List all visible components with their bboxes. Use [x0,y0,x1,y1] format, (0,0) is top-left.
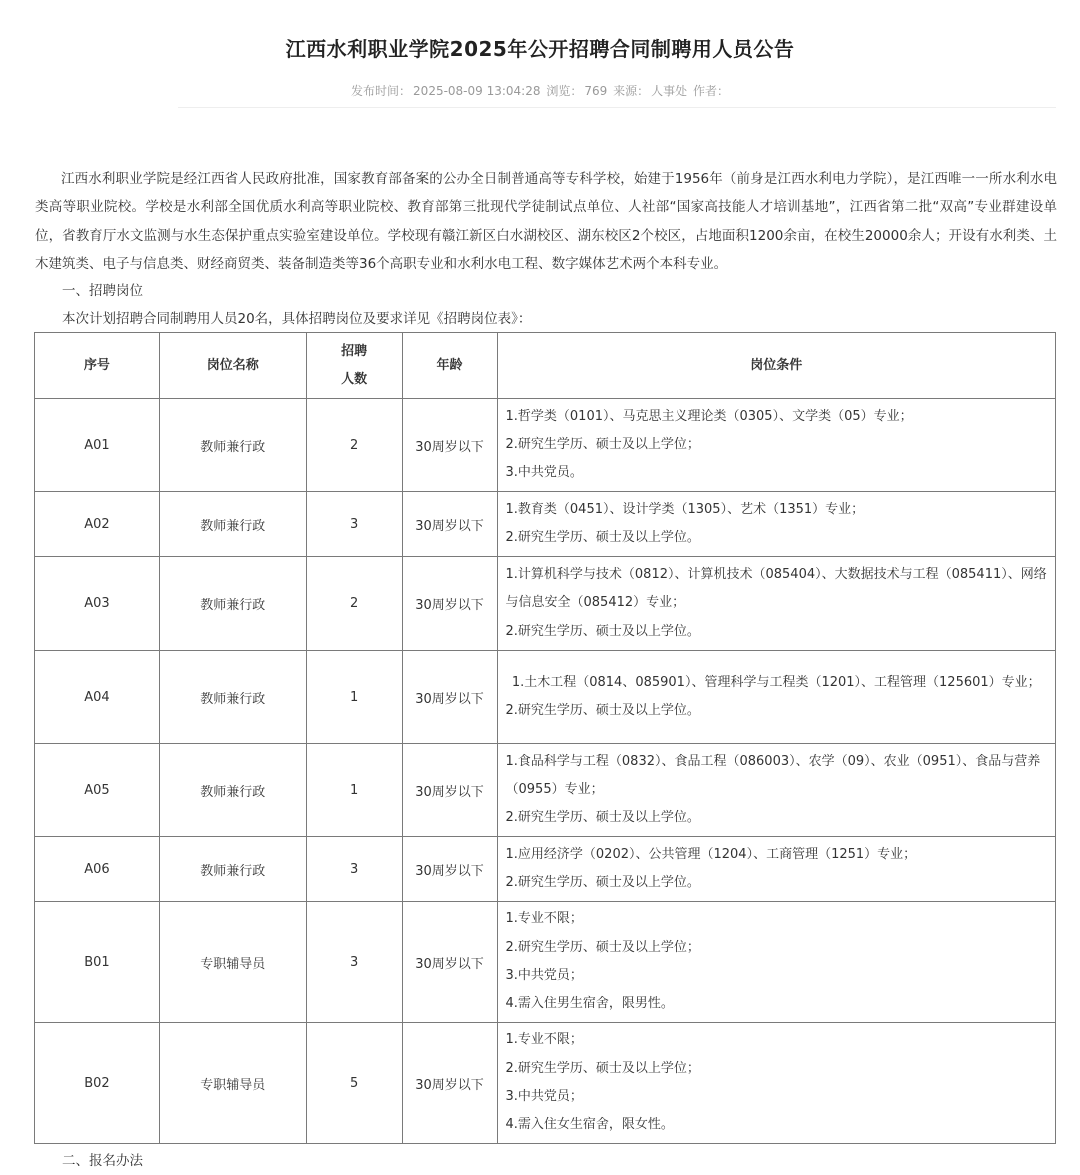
cell-name: 教师兼行政 [159,837,306,902]
requirement-line: 2.研究生学历、硕士及以上学位。 [505,875,700,890]
header-name: 岗位名称 [159,333,306,399]
table-row [35,744,1056,837]
cell-requirements [497,744,1056,837]
positions-table [34,332,1056,1144]
requirement-line: 3.中共党员。 [505,465,583,481]
requirement-line: 2.研究生学历、硕士及以上学位。 [505,530,700,545]
article-meta [0,82,1080,99]
table-row [35,651,1056,744]
requirement-line: 1.专业不限； [505,1032,583,1048]
cell-name: 教师兼行政 [159,651,306,744]
cell-age: 30周岁以下 [402,902,497,1023]
cell-age: 30周岁以下 [402,557,497,651]
cell-count: 5 [306,1023,402,1144]
cell-count: 3 [306,492,402,557]
requirement-line: 1.专业不限； [505,911,583,927]
header-divider [178,107,1056,108]
header-age: 年龄 [402,333,497,399]
cell-no: A04 [35,651,160,744]
source-label: 来源： [613,84,650,98]
requirement-line: 1.计算机科学与技术（0812）、计算机技术（085404）、大数据技术与工程（085411）、网络与信息安全（085412）专业； [505,567,1047,611]
cell-no: A03 [35,557,160,651]
cell-count: 2 [306,557,402,651]
cell-count: 1 [306,651,402,744]
requirement-line: 2.研究生学历、硕士及以上学位； [505,939,700,955]
publish-label: 发布时间： [351,84,412,98]
table-row [35,557,1056,651]
cell-age: 30周岁以下 [402,1023,497,1144]
requirement-line: 2.研究生学历、硕士及以上学位。 [505,810,700,826]
cell-requirements [497,399,1056,492]
cell-name: 专职辅导员 [159,902,306,1023]
cell-requirements [497,651,1056,744]
table-row [35,399,1056,492]
cell-no: B02 [35,1023,160,1144]
header-count-line2: 人数 [341,371,368,387]
cell-count: 2 [306,399,402,492]
requirement-line: 1.哲学类（0101）、马克思主义理论类（0305）、文学类（05）专业； [505,408,913,424]
requirement-line: 2.研究生学历、硕士及以上学位。 [505,703,700,718]
requirement-line: 3.中共党员； [505,1089,583,1104]
cell-no: B01 [35,902,160,1023]
cell-count: 1 [306,744,402,837]
requirement-line: 1.食品科学与工程（0832）、食品工程（086003）、农学（09）、农业（0951）、食品与营养（0955）专业； [505,753,1041,797]
cell-name: 专职辅导员 [159,1023,306,1144]
views-count: 769 [584,84,608,98]
header-no: 序号 [35,333,160,399]
table-row [35,902,1056,1023]
header-count [306,333,402,399]
requirement-line: 3.中共党员； [505,968,583,983]
table-row [35,837,1056,902]
table-row [35,1023,1056,1144]
requirement-line: 1.教育类（0451）、设计学类（1305）、艺术（1351）专业； [505,501,865,517]
intro-paragraph: 江西水利职业学院是经江西省人民政府批准，国家教育部备案的公办全日制普通高等专科学校，始建于1956年（前身是江西水利电力学院），是江西唯一一所水利水电类高等职业院校。学校是水利部全国优质水利高等职业院校、教育部第三批现代学徒制试点单位、人社部“国家高技能人才培训基地”，江西省第二批“双高”专业群建设单位，省教育厅水文监测与水生态保护重点实验室建设单位。学校现有赣江新区白水湖校区、湖东校区2个校区，占地面积1200余亩，在校生20000余人；开设有水利类、土木建筑类、电子与信息类、财经商贸类、装备制造类等36个高职专业和水利水电工程、数字媒体艺术两个本科专业。 [35,171,1057,272]
header-count-line1: 招聘 [341,343,368,359]
section-heading-positions: 一、招聘岗位 [62,283,143,299]
cell-requirements [497,492,1056,557]
cell-age: 30周岁以下 [402,744,497,837]
publish-time: 2025-08-09 13:04:28 [413,84,541,98]
cell-age: 30周岁以下 [402,651,497,744]
cell-no: A02 [35,492,160,557]
cell-age: 30周岁以下 [402,492,497,557]
cell-no: A05 [35,744,160,837]
header-requirements: 岗位条件 [497,333,1056,399]
requirement-line: 2.研究生学历、硕士及以上学位； [505,1060,700,1076]
cell-no: A06 [35,837,160,902]
cell-requirements [497,837,1056,902]
requirement-line: 4.需入住男生宿舍，限男性。 [505,996,674,1012]
table-header-row [35,333,1056,399]
cell-requirements [497,557,1056,651]
author-label: 作者： [692,84,729,98]
requirement-line: 4.需入住女生宿舍，限女性。 [505,1117,674,1133]
page-title: 江西水利职业学院2025年公开招聘合同制聘用人员公告 [285,37,795,61]
cell-name: 教师兼行政 [159,744,306,837]
cell-name: 教师兼行政 [159,492,306,557]
source-value: 人事处 [651,84,688,98]
requirement-line: 1.应用经济学（0202）、公共管理（1204）、工商管理（1251）专业； [505,846,917,862]
cell-no: A01 [35,399,160,492]
cell-count: 3 [306,902,402,1023]
cell-age: 30周岁以下 [402,837,497,902]
requirement-line: 1.土木工程（0814、085901）、管理科学与工程类（1201）、工程管理（125601）专业； [511,674,1041,690]
requirement-line: 2.研究生学历、硕士及以上学位。 [505,623,700,639]
cell-name: 教师兼行政 [159,557,306,651]
requirement-line: 2.研究生学历、硕士及以上学位； [505,436,700,452]
section-heading-registration: 二、报名办法 [62,1153,143,1169]
table-row [35,492,1056,557]
cell-name: 教师兼行政 [159,399,306,492]
cell-requirements [497,902,1056,1023]
cell-requirements [497,1023,1056,1144]
cell-age: 30周岁以下 [402,399,497,492]
views-label: 浏览： [546,84,583,98]
plan-paragraph: 本次计划招聘合同制聘用人员20名，具体招聘岗位及要求详见《招聘岗位表》： [62,311,532,327]
cell-count: 3 [306,837,402,902]
